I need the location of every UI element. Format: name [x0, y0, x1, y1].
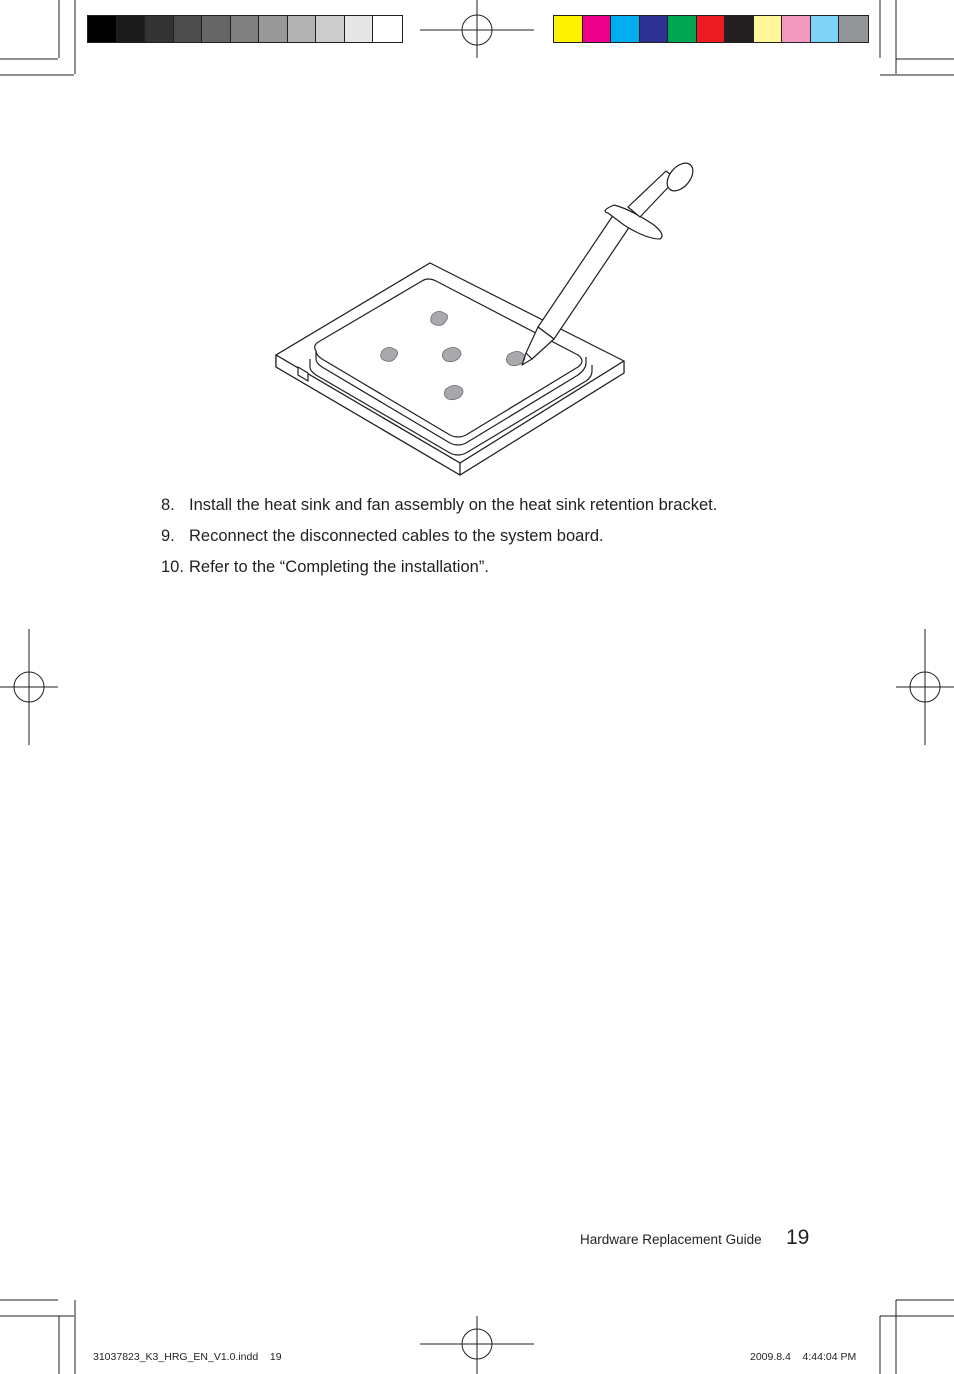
step-text: Install the heat sink and fan assembly on the heat sink retention bracket.: [189, 496, 718, 514]
thermal-grease-illustration: [270, 155, 710, 485]
crop-mark-bottom-right: [880, 1300, 954, 1374]
footer-guide-title: Hardware Replacement Guide: [580, 1232, 762, 1247]
crop-mark-bottom-left: [0, 1300, 75, 1374]
step-item: [161, 521, 861, 552]
crop-mark-top-left: [0, 0, 75, 75]
instruction-steps: [161, 490, 861, 583]
registration-mark-bottom: [420, 1316, 534, 1374]
step-number: 9.: [161, 527, 175, 545]
step-number: 10.: [161, 558, 184, 576]
registration-mark-left: [0, 629, 58, 745]
syringe: [522, 158, 698, 365]
registration-mark-right: [896, 629, 954, 745]
step-text: Refer to the “Completing the installation”.: [189, 558, 489, 576]
step-item: [161, 490, 861, 521]
step-item: [161, 552, 861, 583]
registration-mark-top: [420, 0, 534, 58]
crop-mark-top-right: [880, 0, 954, 75]
page-number: 19: [786, 1226, 810, 1249]
slug-filename: 31037823_K3_HRG_EN_V1.0.indd 19: [93, 1351, 282, 1363]
slug-datetime: 2009.8.4 4:44:04 PM: [750, 1351, 857, 1363]
step-text: Reconnect the disconnected cables to the system board.: [189, 527, 604, 545]
step-number: 8.: [161, 496, 175, 514]
